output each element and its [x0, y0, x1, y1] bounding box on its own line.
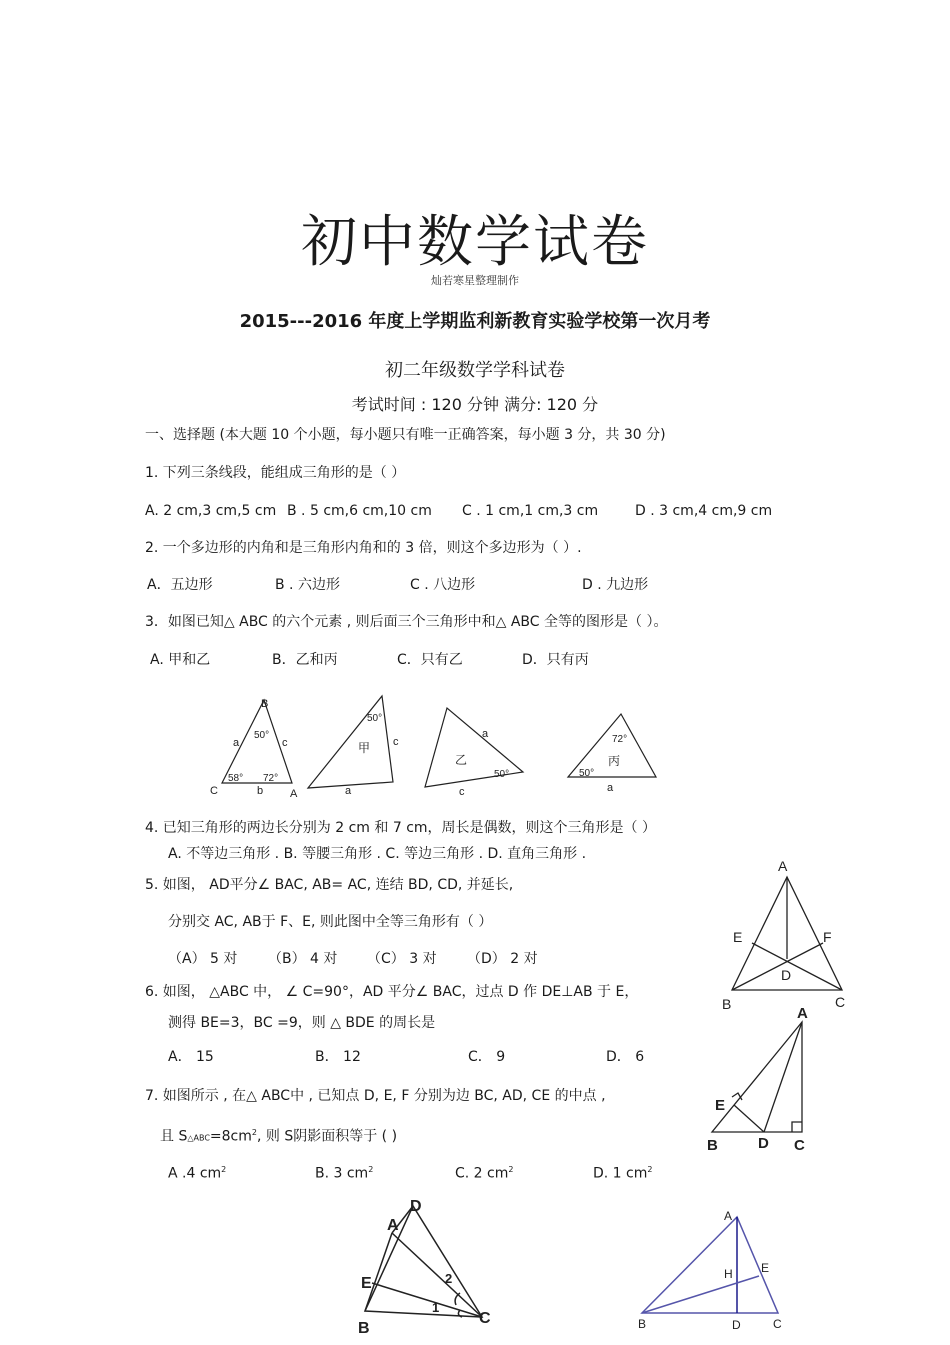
fig9-label-A: A	[724, 1209, 733, 1223]
q6-label-E: E	[715, 1097, 726, 1114]
question-4-stem: 4. 已知三角形的两边长分别为 2 cm 和 7 cm，周长是偶数，则这个三角形是（ ）	[145, 820, 656, 836]
question-7-stem-2	[160, 1124, 397, 1148]
question-5-figure	[715, 855, 855, 1015]
question-5-option-c: （C） 3 对	[367, 951, 437, 967]
abc-angle-b: 50°	[254, 730, 270, 741]
fig8-angle-1: 1	[432, 1300, 440, 1315]
figure-9	[630, 1200, 800, 1340]
abc-label-B: B	[261, 698, 269, 710]
question-6-option-a: A． 15	[168, 1049, 214, 1065]
fig8-label-A: A	[387, 1217, 399, 1234]
question-2-option-a: A．五边形	[147, 577, 213, 593]
question-1-option-c: C . 1 cm,1 cm,3 cm	[462, 503, 599, 519]
yi-name: 乙	[455, 753, 468, 767]
fig8-label-C: C	[479, 1310, 491, 1327]
jia-side-a: a	[345, 785, 352, 797]
question-7-stem-1: 7. 如图所示 , 在△ ABC中 , 已知点 D, E, F 分别为边 BC, AD, CE 的中点 ,	[145, 1088, 606, 1104]
question-3-figure	[200, 690, 670, 805]
bing-angle-left: 50°	[579, 768, 595, 779]
exam-header: 2015---2016 年度上学期监利新教育实验学校第一次月考	[239, 311, 711, 332]
question-5-option-d: （D） 2 对	[467, 951, 538, 967]
question-6-option-d: D． 6	[606, 1049, 645, 1065]
q7-s-rest: , 则 S阴影面积等于 ( )	[256, 1128, 398, 1145]
question-7-option-c: C. 2 $cm^2$	[455, 1165, 514, 1182]
abc-label-C: C	[210, 785, 218, 797]
q6-label-D: D	[758, 1135, 769, 1152]
section-heading: 一、选择题 (本大题 10 个小题，每小题只有唯一正确答案，每小题 3 分，共 30 分)	[145, 427, 666, 443]
question-7-option-a: A .4 $cm^2$	[168, 1165, 227, 1182]
q5-label-C: C	[835, 994, 846, 1010]
question-2-option-c: C . 八边形	[410, 577, 476, 593]
question-3-option-c: C．只有乙	[397, 652, 463, 668]
question-2-option-b: B . 六边形	[275, 577, 340, 593]
fig9-label-E: E	[761, 1261, 770, 1275]
fig8-angle-2: 2	[445, 1271, 453, 1286]
figure-8	[350, 1190, 510, 1340]
fig8-label-E: E	[361, 1275, 372, 1292]
jia-side-c: c	[393, 736, 399, 748]
question-1-option-a: A. 2 cm,3 cm,5 cm	[145, 503, 277, 519]
fig9-label-C: C	[773, 1317, 782, 1331]
question-2-stem: 2. 一个多边形的内角和是三角形内角和的 3 倍，则这个多边形为（ ）.	[145, 540, 582, 556]
yi-angle: 50°	[494, 769, 510, 780]
q5-label-A: A	[778, 858, 788, 874]
q6-label-C: C	[794, 1137, 805, 1154]
question-5-stem-1: 5. 如图， AD平分∠ BAC, AB= AC, 连结 BD, CD, 并延长,	[145, 877, 514, 893]
abc-angle-c: 58°	[228, 773, 244, 784]
question-1-option-d: D . 3 cm,4 cm,9 cm	[635, 503, 773, 519]
question-3-option-d: D．只有丙	[522, 652, 589, 668]
exam-time-score: 考试时间 : 120 分钟 满分: 120 分	[351, 395, 599, 414]
question-5-stem-2: 分别交 AC, AB于 F、E, 则此图中全等三角形有（ ）	[168, 914, 493, 930]
fig9-label-D: D	[732, 1318, 741, 1332]
q7-s-value: =8cm	[209, 1128, 252, 1145]
q7-s-label: 且 S	[160, 1128, 188, 1145]
bing-angle-top: 72°	[612, 734, 628, 745]
jia-angle: 50°	[367, 713, 383, 724]
fig9-label-B: B	[638, 1317, 647, 1331]
q5-label-F: F	[823, 929, 832, 945]
question-5-option-b: （B） 4 对	[268, 951, 338, 967]
question-6-option-b: B． 12	[315, 1049, 361, 1065]
question-5-option-a: （A） 5 对	[168, 951, 238, 967]
question-1-stem: 1. 下列三条线段，能组成三角形的是（ ）	[145, 465, 406, 481]
question-6-stem-2: 测得 BE=3，BC =9，则 △ BDE 的周长是	[168, 1015, 436, 1031]
q7-s-subscript: △ABC	[187, 1133, 210, 1143]
abc-side-b: b	[257, 785, 264, 797]
question-6-figure	[700, 1000, 830, 1160]
question-6-stem-1: 6. 如图， △ABC 中， ∠ C=90°，AD 平分∠ BAC，过点 D 作 DE⊥AB 于 E，	[145, 984, 639, 1000]
jia-name: 甲	[358, 741, 371, 755]
question-2-option-d: D . 九边形	[582, 577, 649, 593]
document-subtitle: 灿若寒星整理制作	[431, 274, 519, 287]
abc-angle-a: 72°	[263, 773, 279, 784]
fig8-label-D: D	[410, 1198, 422, 1215]
abc-side-c: c	[282, 737, 288, 749]
q5-label-B: B	[722, 996, 732, 1012]
exam-subject: 初二年级数学学科试卷	[385, 360, 565, 381]
question-3-stem: 3．如图已知△ ABC 的六个元素 , 则后面三个三角形中和△ ABC 全等的图形是（ ）。	[145, 614, 668, 630]
q5-label-E: E	[733, 929, 743, 945]
q5-label-D: D	[781, 967, 792, 983]
yi-side-a: a	[482, 728, 489, 740]
abc-side-a: a	[233, 737, 240, 749]
question-3-option-a: A. 甲和乙	[150, 652, 211, 668]
yi-side-c: c	[459, 786, 465, 798]
question-7-option-b: B. 3 $cm^2$	[315, 1165, 374, 1182]
fig8-label-B: B	[358, 1320, 370, 1337]
question-1-option-b: B . 5 cm,6 cm,10 cm	[287, 503, 432, 519]
abc-label-A: A	[290, 788, 298, 800]
bing-side-a: a	[607, 782, 614, 794]
q6-label-A: A	[797, 1005, 808, 1022]
question-6-option-c: C． 9	[468, 1049, 506, 1065]
q6-label-B: B	[707, 1137, 718, 1154]
question-4-options: A. 不等边三角形 . B. 等腰三角形 . C. 等边三角形 . D. 直角三角形 .	[168, 846, 587, 862]
fig9-label-H: H	[724, 1267, 733, 1281]
bing-name: 丙	[608, 754, 621, 768]
q7-s-superscript: 2	[251, 1128, 257, 1137]
question-3-option-b: B．乙和丙	[272, 652, 338, 668]
document-title: 初中数学试卷	[301, 210, 649, 275]
question-7-option-d: D. 1 $cm^2$	[593, 1165, 653, 1182]
